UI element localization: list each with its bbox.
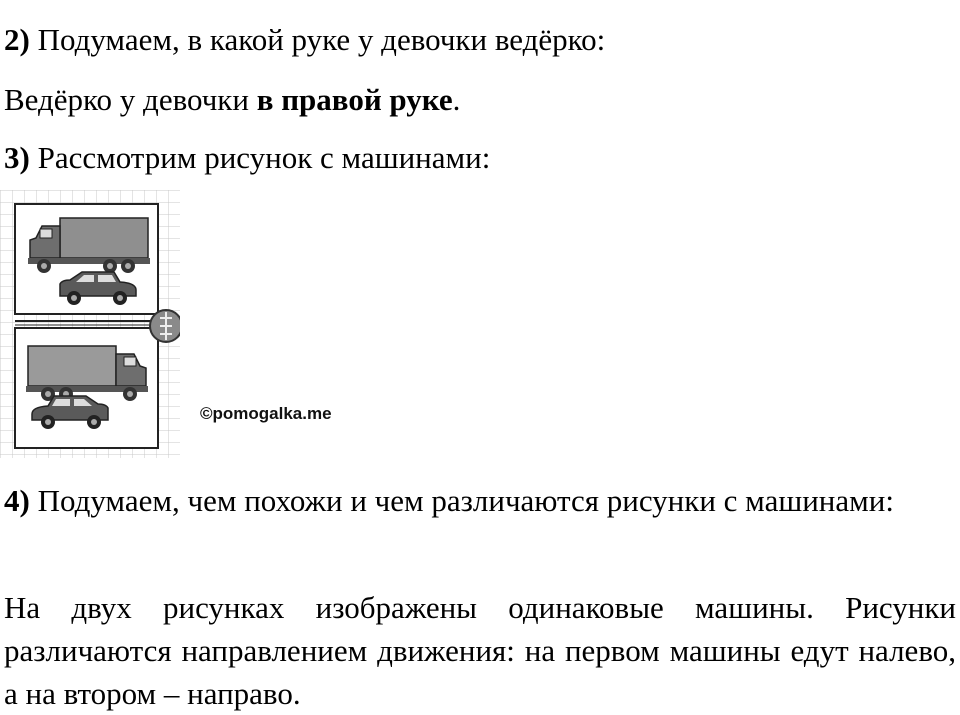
step4-number: 4) [4,483,30,518]
step2-number: 2) [4,22,30,57]
watermark: ©pomogalka.me [200,404,332,423]
step2-question-text: Подумаем, в какой руке у девочки ведёрко: [37,22,606,57]
cars-figure [0,190,180,458]
step4-question [4,480,956,522]
step4-answer: На двух рисунках изображены одинаковые машины. Рисунки различаются направлением движения: на первом машины едут налево, а на втором – направо. [4,590,956,711]
step3-number: 3) [4,140,30,175]
compass-icon [150,310,180,342]
step2-question [4,22,605,58]
step4-question-text: Подумаем, чем похожи и чем различаются рисунки с машинами: [37,483,894,518]
step2-answer-prefix: Ведёрко у девочки [4,82,257,117]
step2-answer-suffix: . [452,82,461,117]
step2-answer-bold: в правой руке [256,82,453,117]
step3-text: Рассмотрим рисунок с машинами: [37,140,491,175]
step3-heading [4,140,490,176]
step2-answer [4,82,460,118]
